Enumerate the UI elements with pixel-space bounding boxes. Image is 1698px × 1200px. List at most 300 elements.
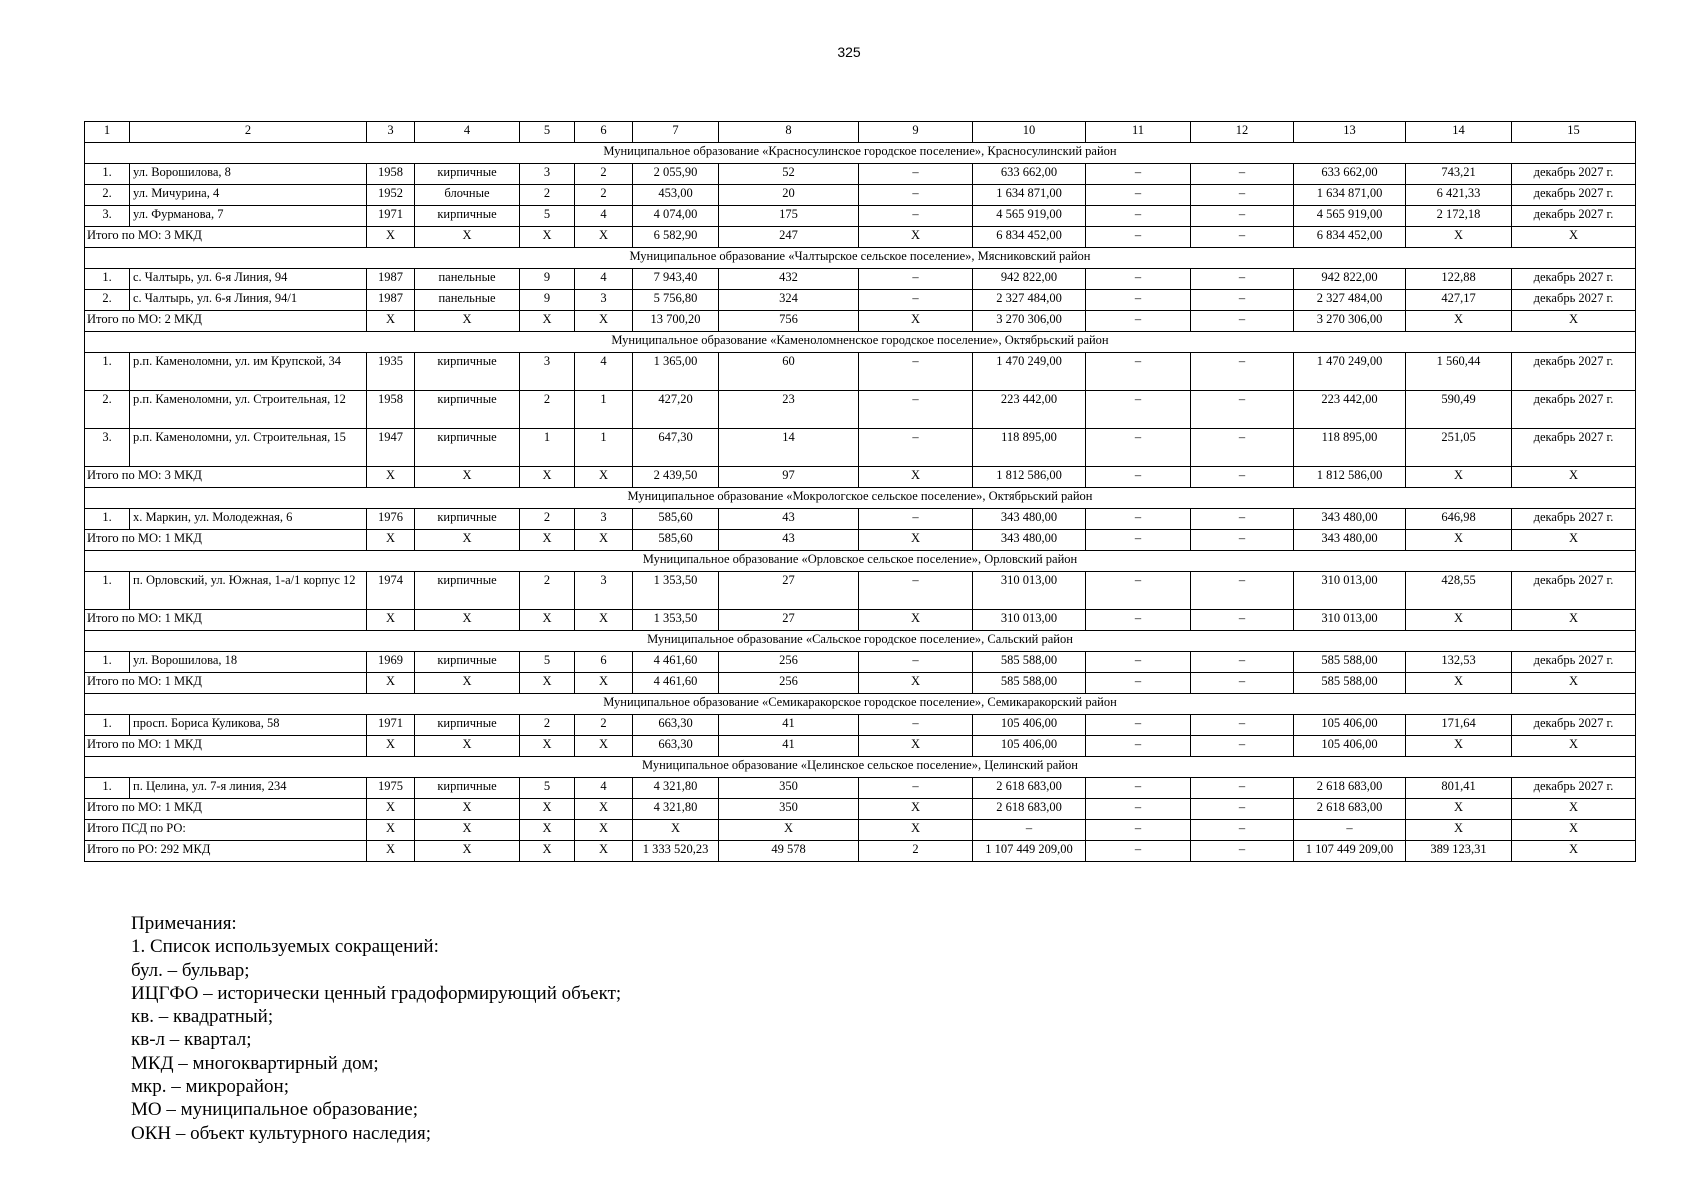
table-cell: X <box>1406 311 1512 332</box>
table-cell: декабрь 2027 г. <box>1512 185 1636 206</box>
table-cell: – <box>973 820 1086 841</box>
table-cell: X <box>1406 736 1512 757</box>
note-line: МО – муниципальное образование; <box>131 1099 419 1121</box>
table-cell: X <box>367 311 415 332</box>
table-cell: 2 327 484,00 <box>1294 290 1406 311</box>
note-line: ИЦГФО – исторически ценный градоформирующий объект; <box>131 982 622 1004</box>
table-cell: 1 <box>575 429 633 467</box>
table-cell: – <box>859 509 973 530</box>
table-cell: 3 <box>575 509 633 530</box>
notes-title: Примечания: <box>131 913 237 934</box>
table-cell: X <box>520 467 575 488</box>
table-cell: 1 107 449 209,00 <box>1294 841 1406 862</box>
table-cell: 1987 <box>367 269 415 290</box>
municipality-header-row <box>85 631 1636 652</box>
table-cell: 942 822,00 <box>1294 269 1406 290</box>
table-cell: X <box>415 610 520 631</box>
table-cell: 1971 <box>367 206 415 227</box>
table-cell: 663,30 <box>633 736 719 757</box>
table-cell: X <box>859 530 973 551</box>
table-cell: декабрь 2027 г. <box>1512 290 1636 311</box>
table-cell: 4 461,60 <box>633 652 719 673</box>
table-cell: X <box>1406 467 1512 488</box>
table-cell: 427,20 <box>633 391 719 429</box>
table-cell: 2 <box>859 841 973 862</box>
table-cell: 633 662,00 <box>973 164 1086 185</box>
table-cell: X <box>415 311 520 332</box>
table-cell: – <box>1086 429 1191 467</box>
table-cell: 1975 <box>367 778 415 799</box>
table-cell: 7 943,40 <box>633 269 719 290</box>
table-cell: X <box>1512 227 1636 248</box>
grand-total-row <box>85 841 1636 862</box>
table-cell: X <box>575 227 633 248</box>
table-cell: – <box>1086 841 1191 862</box>
table-cell: 1 560,44 <box>1406 353 1512 391</box>
table-cell: X <box>859 227 973 248</box>
table-cell: – <box>1086 290 1191 311</box>
table-cell: X <box>575 467 633 488</box>
table-cell: – <box>859 269 973 290</box>
subtotal-row <box>85 673 1636 694</box>
table-cell: ул. Мичурина, 4 <box>130 185 367 206</box>
subtotal-row <box>85 227 1636 248</box>
table-cell: 20 <box>719 185 859 206</box>
table-cell: 4 321,80 <box>633 778 719 799</box>
table-cell: – <box>859 429 973 467</box>
table-cell: 633 662,00 <box>1294 164 1406 185</box>
table-cell: X <box>520 530 575 551</box>
table-row <box>85 269 1636 290</box>
table-cell: X <box>520 227 575 248</box>
table-cell: 1947 <box>367 429 415 467</box>
table-row <box>85 429 1636 467</box>
table-cell: 3 <box>520 164 575 185</box>
table-cell: 105 406,00 <box>1294 736 1406 757</box>
table-cell: 1. <box>85 572 130 610</box>
table-cell: 118 895,00 <box>1294 429 1406 467</box>
table-cell: 310 013,00 <box>1294 610 1406 631</box>
table-cell: X <box>575 311 633 332</box>
table-cell: – <box>1191 185 1294 206</box>
table-cell: ул. Ворошилова, 18 <box>130 652 367 673</box>
table-cell: X <box>520 820 575 841</box>
table-cell: 585 588,00 <box>1294 652 1406 673</box>
note-line: МКД – многоквартирный дом; <box>131 1052 379 1074</box>
table-cell: 41 <box>719 715 859 736</box>
subtotal-row <box>85 799 1636 820</box>
table-cell: 1. <box>85 509 130 530</box>
table-cell: X <box>1406 227 1512 248</box>
table-cell: 132,53 <box>1406 652 1512 673</box>
table-cell: 1 634 871,00 <box>1294 185 1406 206</box>
note-line: 1. Список используемых сокращений: <box>131 936 439 958</box>
table-cell: – <box>1086 467 1191 488</box>
table-cell: 310 013,00 <box>973 610 1086 631</box>
table-cell: 2 <box>575 164 633 185</box>
table-cell: 2 618 683,00 <box>1294 778 1406 799</box>
table-cell: – <box>859 572 973 610</box>
subtotal-label: Итого по МО: 1 МКД <box>85 530 367 551</box>
table-row <box>85 652 1636 673</box>
table-cell: – <box>1191 841 1294 862</box>
table-cell: – <box>1086 206 1191 227</box>
table-cell: 14 <box>719 429 859 467</box>
table-cell: X <box>1512 467 1636 488</box>
subtotal-row <box>85 736 1636 757</box>
table-cell: X <box>415 799 520 820</box>
table-cell: – <box>1191 467 1294 488</box>
table-cell: 1 470 249,00 <box>1294 353 1406 391</box>
subtotal-label: Итого по МО: 1 МКД <box>85 673 367 694</box>
table-cell: 4 <box>575 269 633 290</box>
table-cell: 1974 <box>367 572 415 610</box>
table-cell: 4 <box>575 778 633 799</box>
table-cell: 1969 <box>367 652 415 673</box>
table-cell: 1. <box>85 269 130 290</box>
table-cell: – <box>859 778 973 799</box>
table-cell: X <box>520 736 575 757</box>
municipality-header-row <box>85 248 1636 269</box>
table-cell: 432 <box>719 269 859 290</box>
table-cell: 4 074,00 <box>633 206 719 227</box>
note-line: кв-л – квартал; <box>131 1029 252 1051</box>
table-cell: – <box>1086 391 1191 429</box>
table-cell: 3. <box>85 429 130 467</box>
table-cell: – <box>859 353 973 391</box>
table-body <box>85 122 1636 862</box>
table-cell: 60 <box>719 353 859 391</box>
table-cell: кирпичные <box>415 509 520 530</box>
page-number: 325 <box>837 44 861 60</box>
table-cell: 251,05 <box>1406 429 1512 467</box>
table-cell: – <box>1191 269 1294 290</box>
table-cell: 5 756,80 <box>633 290 719 311</box>
subtotal-row <box>85 610 1636 631</box>
table-cell: 1. <box>85 164 130 185</box>
table-cell: с. Чалтырь, ул. 6-я Линия, 94 <box>130 269 367 290</box>
column-number: 12 <box>1191 122 1294 143</box>
table-cell: 756 <box>719 311 859 332</box>
table-cell: – <box>1191 227 1294 248</box>
table-cell: – <box>1191 311 1294 332</box>
table-cell: декабрь 2027 г. <box>1512 715 1636 736</box>
table-cell: 105 406,00 <box>1294 715 1406 736</box>
table-cell: – <box>1191 820 1294 841</box>
table-cell: – <box>1086 572 1191 610</box>
table-cell: – <box>1294 820 1406 841</box>
subtotal-row <box>85 311 1636 332</box>
table-cell: 743,21 <box>1406 164 1512 185</box>
table-cell: – <box>1086 799 1191 820</box>
table-cell: 5 <box>520 778 575 799</box>
table-cell: X <box>1512 841 1636 862</box>
column-number: 4 <box>415 122 520 143</box>
table-cell: 1987 <box>367 290 415 311</box>
column-number-row <box>85 122 1636 143</box>
table-cell: – <box>1086 353 1191 391</box>
table-cell: ул. Фурманова, 7 <box>130 206 367 227</box>
housing-table <box>84 121 1636 862</box>
table-cell: 343 480,00 <box>1294 530 1406 551</box>
table-cell: 2. <box>85 185 130 206</box>
table-cell: X <box>1512 530 1636 551</box>
table-cell: 97 <box>719 467 859 488</box>
table-cell: 2 <box>575 715 633 736</box>
table-cell: X <box>1512 673 1636 694</box>
table-cell: – <box>859 164 973 185</box>
table-cell: 105 406,00 <box>973 715 1086 736</box>
table-row <box>85 391 1636 429</box>
table-cell: X <box>859 311 973 332</box>
municipality-header-row <box>85 332 1636 353</box>
table-cell: 1 365,00 <box>633 353 719 391</box>
table-cell: 2 <box>520 509 575 530</box>
table-cell: X <box>415 227 520 248</box>
total-label: Итого по РО: 292 МКД <box>85 841 367 862</box>
table-cell: X <box>367 799 415 820</box>
table-cell: 324 <box>719 290 859 311</box>
table-cell: 1 353,50 <box>633 610 719 631</box>
table-cell: – <box>1086 509 1191 530</box>
table-cell: X <box>520 311 575 332</box>
table-cell: 6 834 452,00 <box>973 227 1086 248</box>
table-cell: 2 439,50 <box>633 467 719 488</box>
table-cell: – <box>1191 290 1294 311</box>
table-cell: – <box>859 206 973 227</box>
municipality-header: Муниципальное образование «Семикаракорское городское поселение», Семикаракорский район <box>85 694 1636 715</box>
table-cell: 585 588,00 <box>973 652 1086 673</box>
table-cell: – <box>1086 715 1191 736</box>
table-cell: 427,17 <box>1406 290 1512 311</box>
column-number: 3 <box>367 122 415 143</box>
table-cell: X <box>575 673 633 694</box>
table-cell: кирпичные <box>415 715 520 736</box>
table-cell: 1. <box>85 778 130 799</box>
table-cell: X <box>575 736 633 757</box>
table-cell: 1. <box>85 353 130 391</box>
municipality-header: Муниципальное образование «Целинское сельское поселение», Целинский район <box>85 757 1636 778</box>
table-cell: – <box>1086 530 1191 551</box>
table-row <box>85 715 1636 736</box>
table-cell: 2 055,90 <box>633 164 719 185</box>
table-cell: 4 <box>575 353 633 391</box>
table-cell: 453,00 <box>633 185 719 206</box>
table-cell: 428,55 <box>1406 572 1512 610</box>
table-cell: 118 895,00 <box>973 429 1086 467</box>
table-cell: 27 <box>719 572 859 610</box>
table-cell: 256 <box>719 652 859 673</box>
table-cell: декабрь 2027 г. <box>1512 353 1636 391</box>
subtotal-label: Итого по МО: 1 МКД <box>85 610 367 631</box>
grand-total-row <box>85 820 1636 841</box>
table-row <box>85 353 1636 391</box>
table-cell: 1 <box>520 429 575 467</box>
note-line: бул. – бульвар; <box>131 959 250 981</box>
note-line: кв. – квадратный; <box>131 1006 274 1028</box>
table-cell: 1. <box>85 715 130 736</box>
table-cell: 43 <box>719 509 859 530</box>
table-cell: – <box>1086 227 1191 248</box>
table-cell: просп. Бориса Куликова, 58 <box>130 715 367 736</box>
table-cell: – <box>1086 610 1191 631</box>
column-number: 5 <box>520 122 575 143</box>
table-cell: 2 618 683,00 <box>973 778 1086 799</box>
table-cell: декабрь 2027 г. <box>1512 206 1636 227</box>
municipality-header: Муниципальное образование «Каменоломненское городское поселение», Октябрьский район <box>85 332 1636 353</box>
table-cell: ул. Ворошилова, 8 <box>130 164 367 185</box>
table-cell: 647,30 <box>633 429 719 467</box>
municipality-header: Муниципальное образование «Чалтырское сельское поселение», Мясниковский район <box>85 248 1636 269</box>
table-cell: X <box>859 736 973 757</box>
table-cell: панельные <box>415 269 520 290</box>
table-cell: 105 406,00 <box>973 736 1086 757</box>
table-cell: 310 013,00 <box>1294 572 1406 610</box>
table-cell: – <box>1191 736 1294 757</box>
table-cell: – <box>859 391 973 429</box>
column-number: 14 <box>1406 122 1512 143</box>
table-row <box>85 185 1636 206</box>
table-cell: X <box>1512 736 1636 757</box>
table-cell: р.п. Каменоломни, ул. им Крупской, 34 <box>130 353 367 391</box>
table-row <box>85 509 1636 530</box>
table-cell: декабрь 2027 г. <box>1512 164 1636 185</box>
table-cell: кирпичные <box>415 391 520 429</box>
table-cell: 223 442,00 <box>973 391 1086 429</box>
table-cell: декабрь 2027 г. <box>1512 509 1636 530</box>
table-cell: панельные <box>415 290 520 311</box>
table-cell: – <box>1191 572 1294 610</box>
table-cell: х. Маркин, ул. Молодежная, 6 <box>130 509 367 530</box>
table-cell: X <box>1512 820 1636 841</box>
total-label: Итого ПСД по РО: <box>85 820 367 841</box>
table-cell: X <box>1512 799 1636 820</box>
table-cell: 4 461,60 <box>633 673 719 694</box>
table-cell: X <box>367 841 415 862</box>
table-cell: – <box>1086 311 1191 332</box>
table-cell: 3. <box>85 206 130 227</box>
table-cell: – <box>859 290 973 311</box>
table-cell: 585,60 <box>633 530 719 551</box>
table-cell: 590,49 <box>1406 391 1512 429</box>
table-cell: X <box>1512 610 1636 631</box>
table-cell: 4 321,80 <box>633 799 719 820</box>
table-cell: п. Целина, ул. 7-я линия, 234 <box>130 778 367 799</box>
municipality-header-row <box>85 551 1636 572</box>
table-cell: 13 700,20 <box>633 311 719 332</box>
table-cell: 247 <box>719 227 859 248</box>
column-number: 7 <box>633 122 719 143</box>
table-cell: X <box>575 799 633 820</box>
table-cell: 310 013,00 <box>973 572 1086 610</box>
note-line: мкр. – микрорайон; <box>131 1076 289 1098</box>
table-cell: 1 812 586,00 <box>973 467 1086 488</box>
table-cell: 2 <box>520 185 575 206</box>
table-cell: X <box>1406 530 1512 551</box>
table-cell: X <box>520 610 575 631</box>
column-number: 6 <box>575 122 633 143</box>
table-cell: 1 634 871,00 <box>973 185 1086 206</box>
table-cell: 2 <box>520 391 575 429</box>
column-number: 13 <box>1294 122 1406 143</box>
table-cell: X <box>859 799 973 820</box>
table-cell: X <box>859 673 973 694</box>
table-cell: – <box>1191 778 1294 799</box>
table-cell: 2 172,18 <box>1406 206 1512 227</box>
table-cell: – <box>859 715 973 736</box>
table-cell: декабрь 2027 г. <box>1512 269 1636 290</box>
table-cell: – <box>859 185 973 206</box>
table-cell: 2 618 683,00 <box>1294 799 1406 820</box>
table-cell: 223 442,00 <box>1294 391 1406 429</box>
table-cell: 9 <box>520 290 575 311</box>
subtotal-label: Итого по МО: 1 МКД <box>85 799 367 820</box>
table-cell: X <box>367 736 415 757</box>
table-cell: 2 <box>520 715 575 736</box>
table-cell: 1. <box>85 652 130 673</box>
table-cell: 343 480,00 <box>1294 509 1406 530</box>
table-cell: – <box>1086 164 1191 185</box>
table-row <box>85 572 1636 610</box>
municipality-header: Муниципальное образование «Мокрологское сельское поселение», Октябрьский район <box>85 488 1636 509</box>
table-cell: 2 618 683,00 <box>973 799 1086 820</box>
table-cell: 2 <box>575 185 633 206</box>
municipality-header: Муниципальное образование «Сальское городское поселение», Сальский район <box>85 631 1636 652</box>
notes <box>131 912 621 1145</box>
table-cell: с. Чалтырь, ул. 6-я Линия, 94/1 <box>130 290 367 311</box>
table-cell: – <box>1086 673 1191 694</box>
table-cell: X <box>415 530 520 551</box>
table-cell: декабрь 2027 г. <box>1512 778 1636 799</box>
table-cell: 585,60 <box>633 509 719 530</box>
column-number: 2 <box>130 122 367 143</box>
subtotal-label: Итого по МО: 3 МКД <box>85 467 367 488</box>
table-cell: 4 565 919,00 <box>973 206 1086 227</box>
table-cell: 585 588,00 <box>973 673 1086 694</box>
table-cell: 6 582,90 <box>633 227 719 248</box>
table-cell: – <box>1191 353 1294 391</box>
table-row <box>85 290 1636 311</box>
table-cell: X <box>367 467 415 488</box>
table-cell: – <box>1191 509 1294 530</box>
table-cell: X <box>415 820 520 841</box>
table-cell: кирпичные <box>415 778 520 799</box>
table-cell: 2. <box>85 290 130 311</box>
table-cell: 585 588,00 <box>1294 673 1406 694</box>
table-cell: 1958 <box>367 164 415 185</box>
table-cell: – <box>1191 610 1294 631</box>
table-cell: X <box>1406 820 1512 841</box>
table-row <box>85 206 1636 227</box>
table-cell: 1935 <box>367 353 415 391</box>
table-cell: X <box>1406 673 1512 694</box>
subtotal-row <box>85 467 1636 488</box>
table-cell: X <box>367 610 415 631</box>
table-cell: – <box>1086 269 1191 290</box>
table-cell: – <box>1191 206 1294 227</box>
subtotal-label: Итого по МО: 1 МКД <box>85 736 367 757</box>
table-cell: 1 353,50 <box>633 572 719 610</box>
table-cell: – <box>1191 530 1294 551</box>
table-cell: – <box>859 652 973 673</box>
table-cell: 41 <box>719 736 859 757</box>
table-cell: – <box>1191 799 1294 820</box>
table-cell: 1976 <box>367 509 415 530</box>
table-cell: X <box>367 227 415 248</box>
table-cell: X <box>1406 610 1512 631</box>
table-cell: X <box>859 610 973 631</box>
municipality-header: Муниципальное образование «Орловское сельское поселение», Орловский район <box>85 551 1636 572</box>
